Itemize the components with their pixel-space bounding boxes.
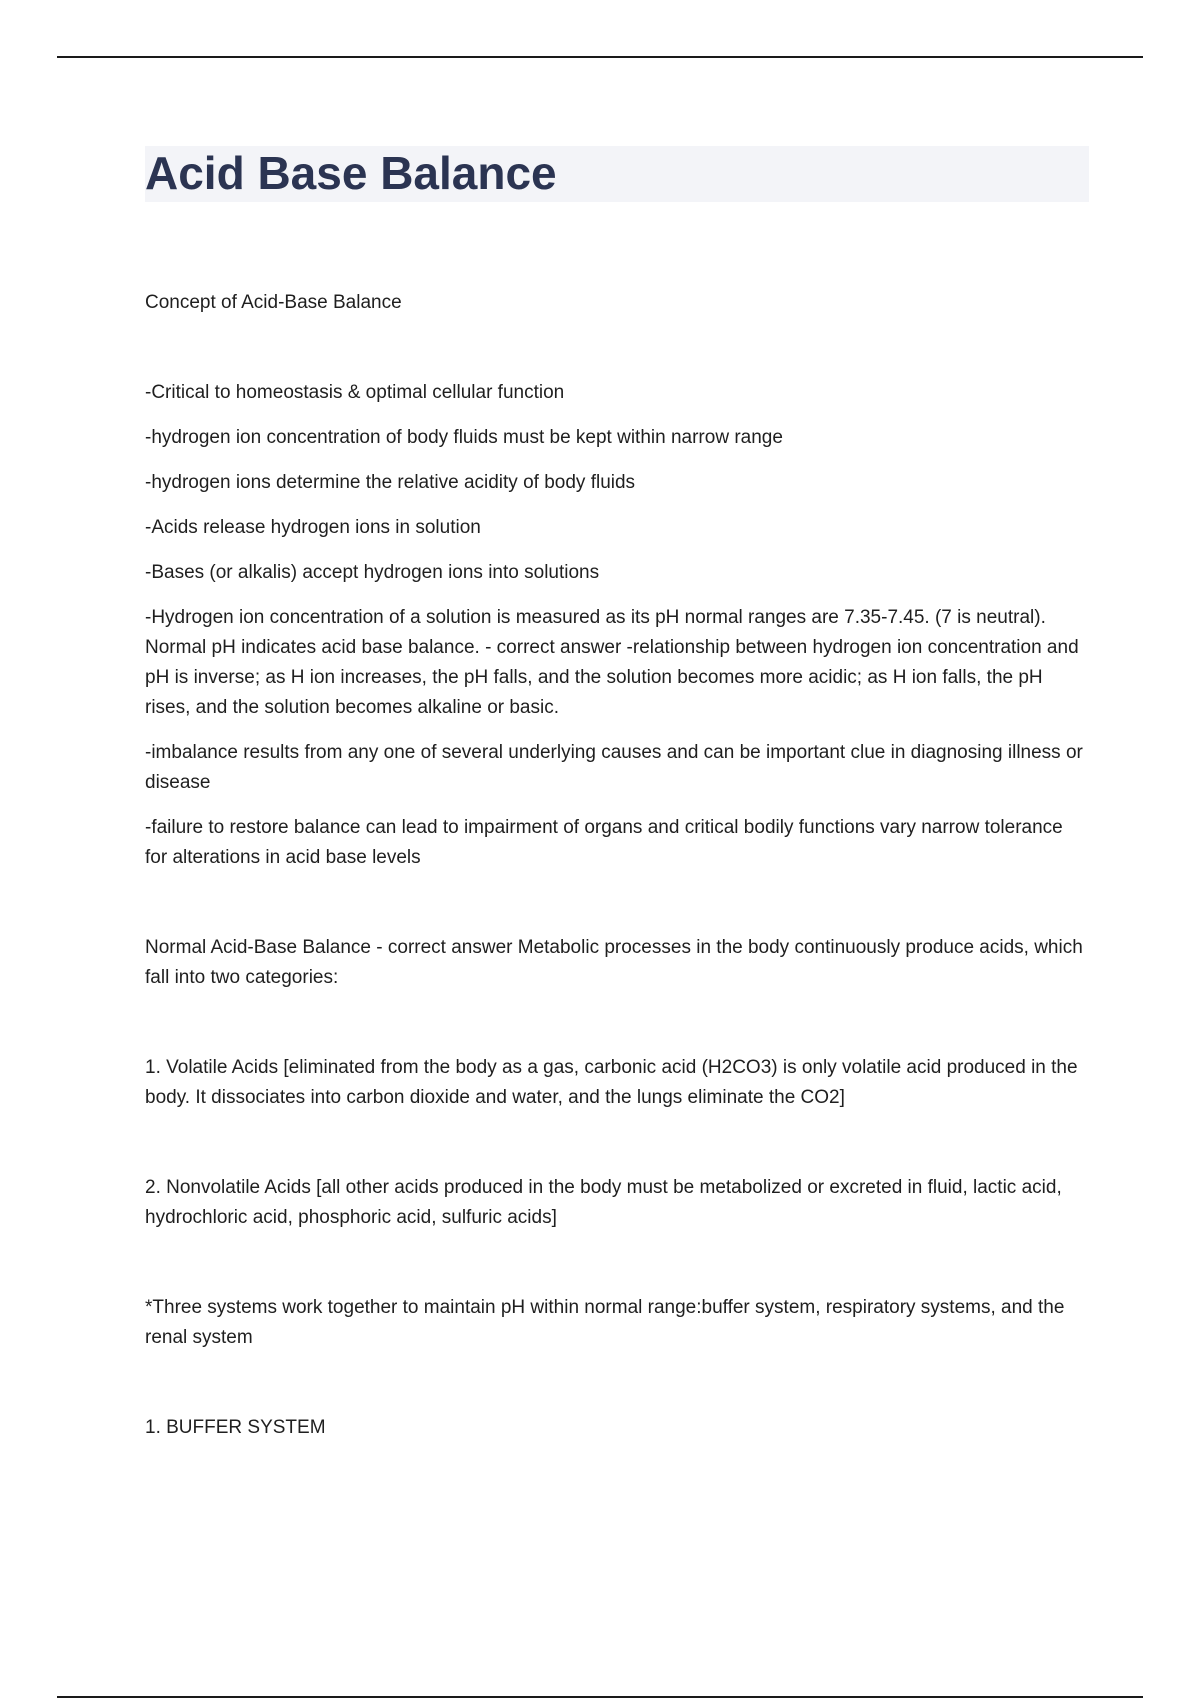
bullet-item: -Bases (or alkalis) accept hydrogen ions into solutions xyxy=(145,562,600,583)
bullet-item: -Critical to homeostasis & optimal cellular function xyxy=(145,382,565,403)
page-title: Acid Base Balance xyxy=(145,147,557,199)
volatile-acids-paragraph: 1. Volatile Acids [eliminated from the body as a gas, carbonic acid (H2CO3) is only volatile acid produced in the body. It dissociates into carbon dioxide and water, and the lungs eliminate the CO2] xyxy=(145,1057,1078,1108)
bullet-item: -Hydrogen ion concentration of a solution is measured as its pH normal ranges are 7.35-7.45. (7 is neutral). Normal pH indicates acid base balance. - correct answer -relationship between hydrogen ion concentration and pH is inverse; as H ion increases, the pH falls, and the solution becomes more acidic; as H ion falls, the pH rises, and the solution becomes alkaline or basic. xyxy=(145,607,1079,718)
three-systems-paragraph: *Three systems work together to maintain pH within normal range:buffer system, respiratory systems, and the renal system xyxy=(145,1297,1065,1348)
nonvolatile-acids-paragraph: 2. Nonvolatile Acids [all other acids produced in the body must be metabolized or excreted in fluid, lactic acid, hydrochloric acid, phosphoric acid, sulfuric acids] xyxy=(145,1177,1062,1228)
normal-balance-paragraph: Normal Acid-Base Balance - correct answer Metabolic processes in the body continuously produce acids, which fall into two categories: xyxy=(145,937,1083,988)
section-heading: Concept of Acid-Base Balance xyxy=(145,292,402,313)
bullet-item: -Acids release hydrogen ions in solution xyxy=(145,517,481,538)
bullet-item: -failure to restore balance can lead to impairment of organs and critical bodily functions vary narrow tolerance for alterations in acid base levels xyxy=(145,817,1063,868)
top-rule xyxy=(57,56,1143,58)
bullet-item: -hydrogen ion concentration of body fluids must be kept within narrow range xyxy=(145,427,783,448)
bottom-rule xyxy=(57,1696,1143,1698)
bullet-item: -imbalance results from any one of several underlying causes and can be important clue in diagnosing illness or disease xyxy=(145,742,1083,793)
bullet-item: -hydrogen ions determine the relative acidity of body fluids xyxy=(145,472,636,493)
buffer-system-heading: 1. BUFFER SYSTEM xyxy=(145,1417,326,1438)
document-body xyxy=(145,288,1090,1443)
